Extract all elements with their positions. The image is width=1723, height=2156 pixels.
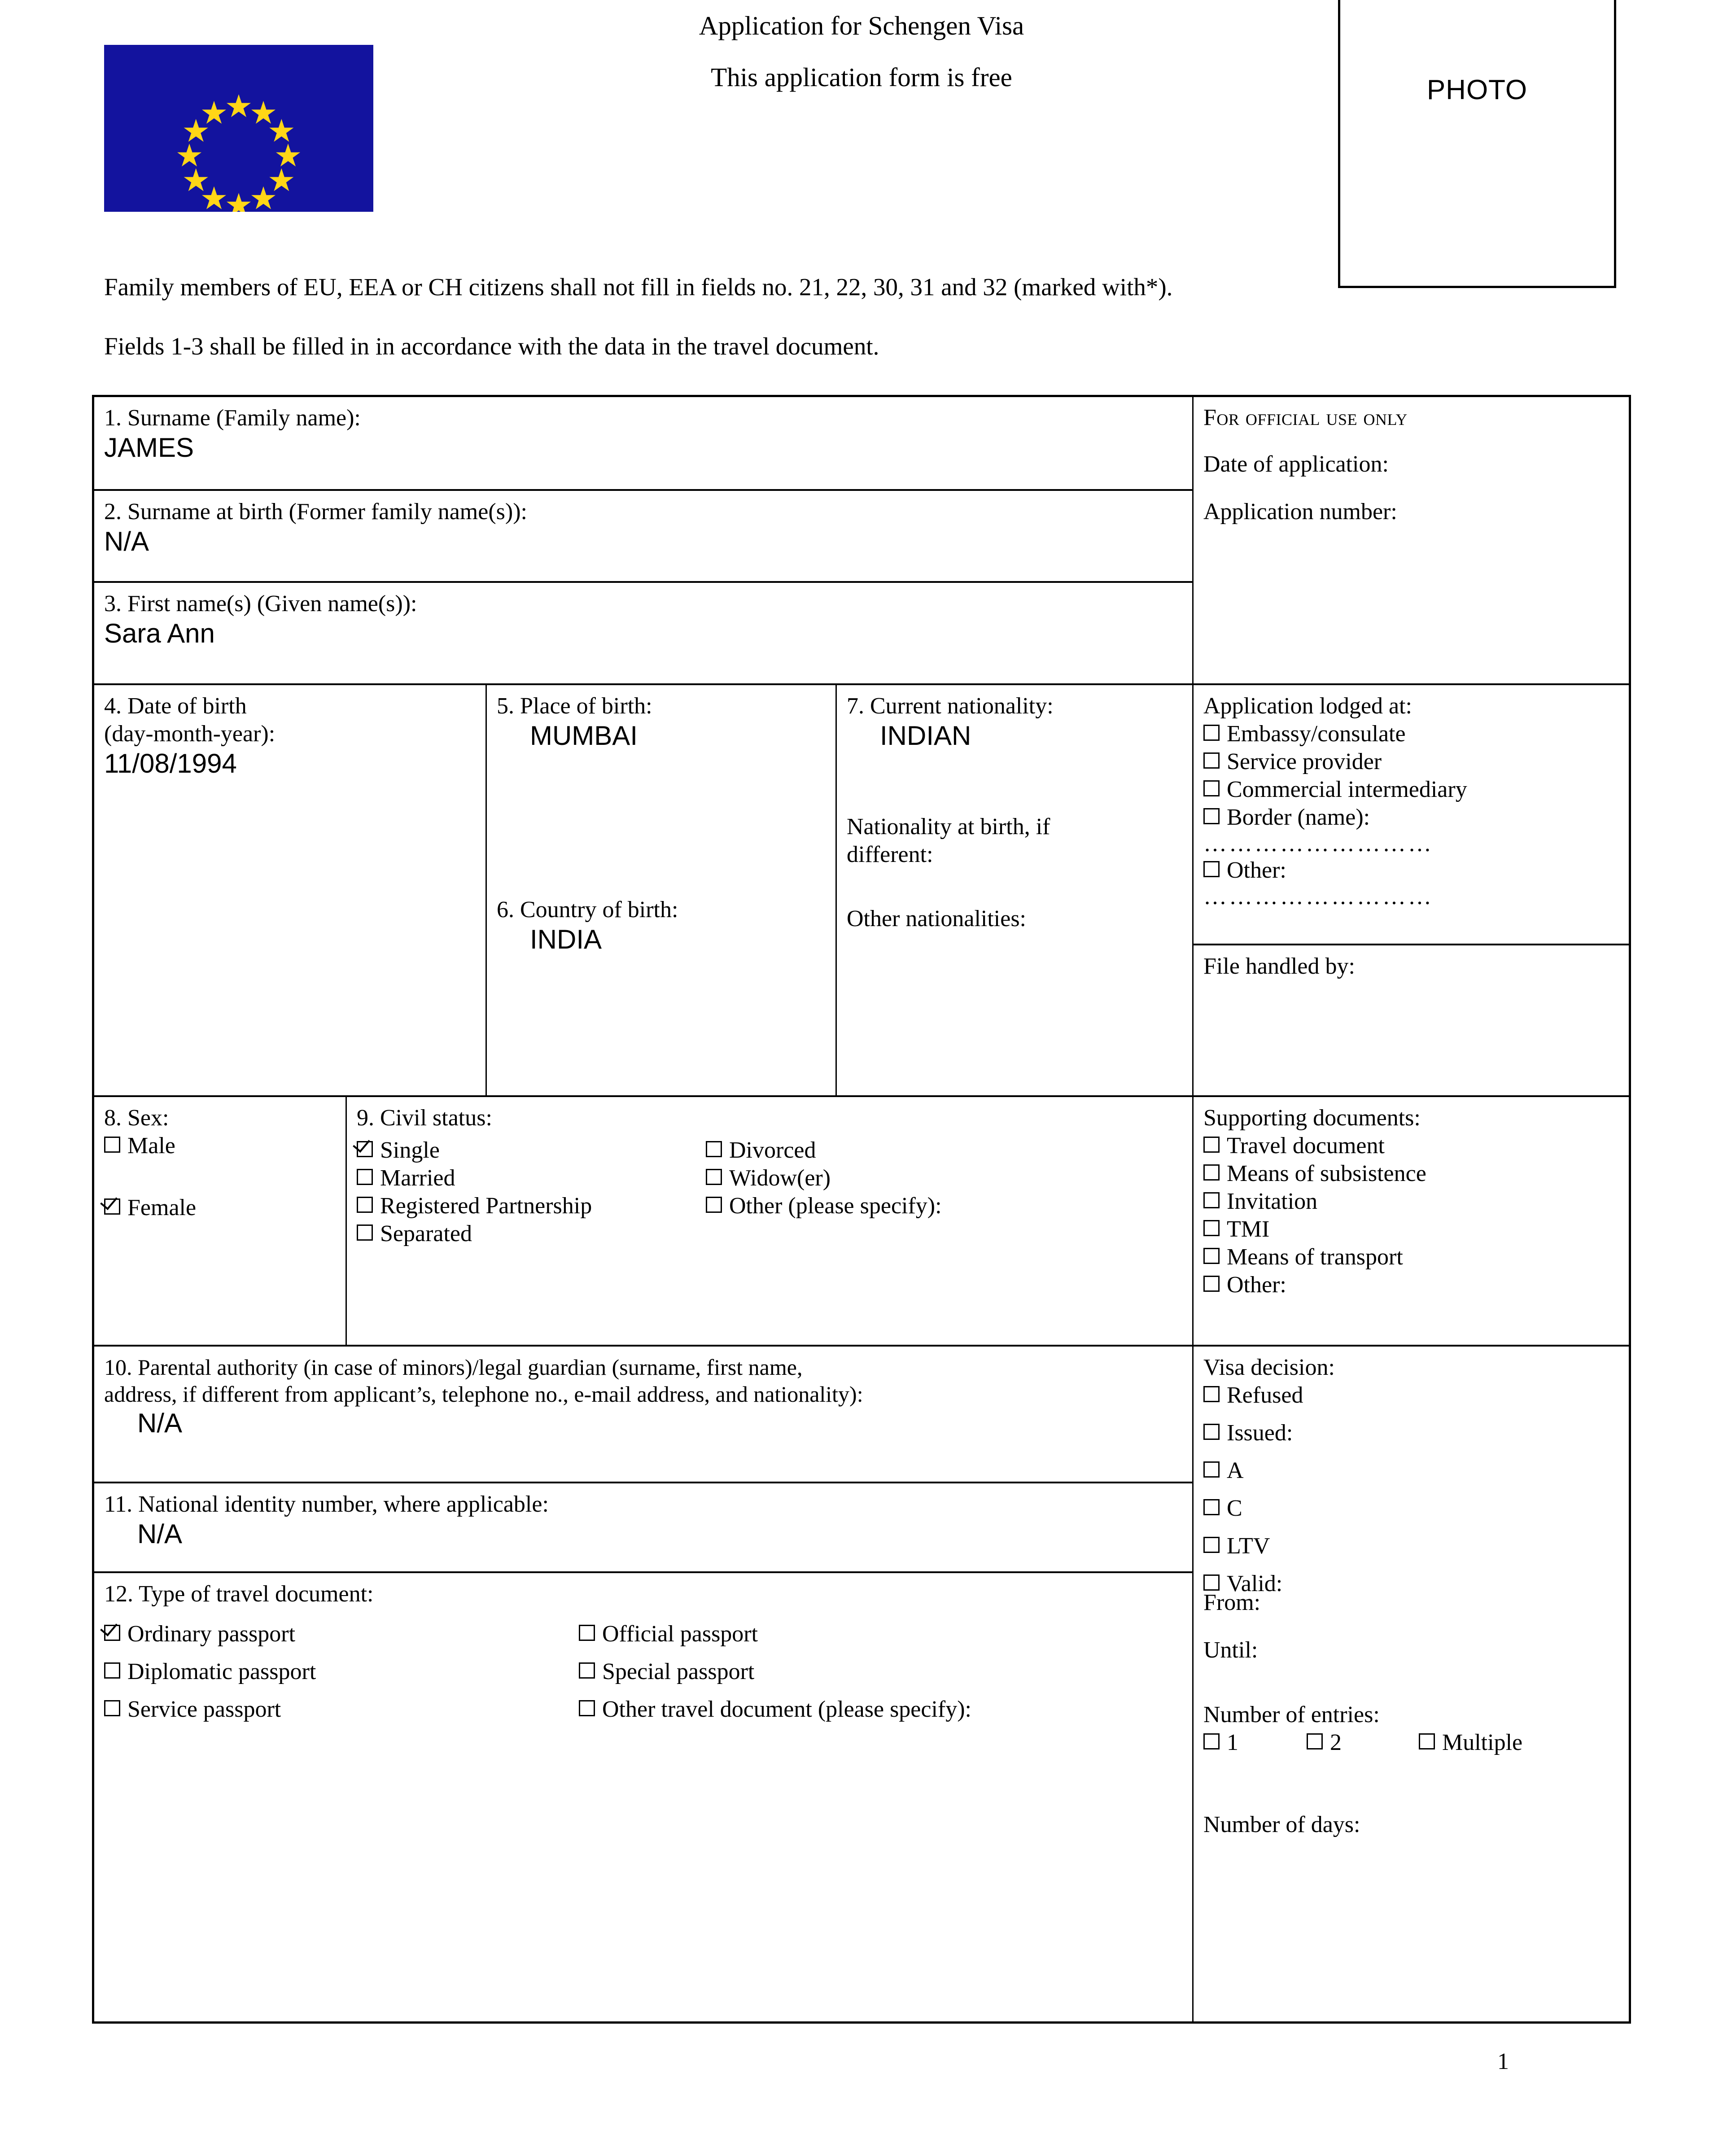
field-10-label-line-1: 10. Parental authority (in case of minors)/legal guardian (surname, first name,	[104, 1355, 803, 1380]
field-7-nationality	[837, 683, 1194, 1095]
title-line-secondary: This application form is free	[711, 62, 1012, 92]
official-use-header-block	[1194, 397, 1629, 683]
entries-option-1[interactable]	[1203, 1729, 1307, 1757]
supporting-doc-invitation[interactable]	[1203, 1188, 1629, 1216]
visa-decision-ltv-label: LTV	[1227, 1533, 1270, 1559]
lodged-at-option-embassy[interactable]	[1203, 720, 1629, 748]
lodged-at-option-commercial-intermediary[interactable]	[1203, 776, 1629, 804]
checkbox-official-passport[interactable]	[579, 1625, 595, 1641]
checkbox-visa-type-c[interactable]	[1203, 1499, 1220, 1515]
field-3-value[interactable]: Sara Ann	[104, 618, 215, 648]
field-12-option-other-travel-document[interactable]	[579, 1696, 971, 1723]
visa-valid-until-label: Until:	[1203, 1637, 1258, 1663]
visa-decision-type-c[interactable]	[1203, 1495, 1629, 1522]
field-7-nationality-at-birth-label-line-2: different:	[847, 842, 933, 867]
field-10-value[interactable]: N/A	[137, 1408, 183, 1438]
supporting-doc-tmi-label: TMI	[1227, 1216, 1270, 1242]
checkbox-embassy-consulate[interactable]	[1203, 725, 1220, 741]
visa-decision-refused-label: Refused	[1227, 1382, 1303, 1408]
checkbox-travel-document[interactable]	[1203, 1137, 1220, 1153]
field-8-option-female[interactable]	[104, 1194, 345, 1222]
field-4-value[interactable]: 11/08/1994	[104, 748, 237, 778]
supporting-doc-invitation-label: Invitation	[1227, 1189, 1318, 1214]
supporting-documents-block	[1194, 1095, 1629, 1345]
field-12-option-special-passport-label: Special passport	[602, 1659, 755, 1684]
field-9-option-registered-partnership[interactable]	[357, 1192, 592, 1220]
field-12-option-official-passport-label: Official passport	[602, 1621, 758, 1647]
field-6-value[interactable]: INDIA	[530, 924, 602, 954]
field-12-option-diplomatic-passport[interactable]	[104, 1658, 316, 1686]
checkbox-tmi[interactable]	[1203, 1220, 1220, 1236]
checkbox-separated[interactable]	[357, 1225, 373, 1241]
lodged-at-option-service-provider[interactable]	[1203, 748, 1629, 776]
field-9-option-single[interactable]	[357, 1137, 592, 1164]
visa-valid-from-label: From:	[1203, 1590, 1261, 1615]
field-9-option-separated[interactable]	[357, 1220, 592, 1248]
checkbox-invitation[interactable]	[1203, 1192, 1220, 1208]
lodged-at-option-commercial-intermediary-label: Commercial intermediary	[1227, 777, 1467, 802]
checkbox-civil-status-other[interactable]	[706, 1197, 722, 1213]
field-9-option-other[interactable]	[706, 1192, 942, 1220]
entries-option-1-label: 1	[1227, 1730, 1238, 1755]
field-10-label-line-2: address, if different from applicant’s, telephone no., e-mail address, and nationality):	[104, 1382, 863, 1407]
checkbox-widow[interactable]	[706, 1169, 722, 1185]
field-11-value[interactable]: N/A	[137, 1519, 183, 1549]
field-8-option-male-label: Male	[127, 1133, 175, 1159]
supporting-doc-means-of-subsistence-label: Means of subsistence	[1227, 1161, 1426, 1186]
field-12-label: 12. Type of travel document:	[104, 1581, 374, 1607]
visa-decision-ltv[interactable]	[1203, 1532, 1629, 1560]
title-line-primary: Application for Schengen Visa	[699, 11, 1024, 40]
field-12-option-service-passport-label: Service passport	[127, 1697, 281, 1722]
application-number-label: Application number:	[1203, 499, 1397, 525]
number-of-entries-label: Number of entries:	[1203, 1702, 1380, 1727]
supporting-doc-means-of-subsistence[interactable]	[1203, 1160, 1629, 1188]
file-handled-by-label: File handled by:	[1203, 953, 1355, 979]
photo-label: PHOTO	[1426, 74, 1528, 105]
checkbox-valid[interactable]	[1203, 1574, 1220, 1591]
visa-decision-type-a-label: A	[1227, 1458, 1244, 1483]
field-4-label-line-2: (day-month-year):	[104, 721, 276, 747]
field-9-option-widow-label: Widow(er)	[729, 1165, 831, 1191]
supporting-doc-travel-document-label: Travel document	[1227, 1133, 1385, 1159]
file-handled-by-block	[1194, 944, 1629, 1095]
field-12-travel-document-type	[94, 1571, 1194, 2024]
visa-decision-issued-label: Issued:	[1227, 1420, 1293, 1446]
checkbox-other-travel-document[interactable]	[579, 1700, 595, 1716]
field-3-first-names	[94, 581, 1194, 683]
checkbox-service-provider[interactable]	[1203, 752, 1220, 769]
checkbox-divorced[interactable]	[706, 1141, 722, 1157]
field-9-civil-status	[347, 1095, 1194, 1345]
checkbox-married[interactable]	[357, 1169, 373, 1185]
lodged-at-option-border-label: Border (name):	[1227, 805, 1370, 830]
supporting-doc-travel-document[interactable]	[1203, 1132, 1629, 1160]
field-7-nationality-at-birth-label-line-1: Nationality at birth, if	[847, 814, 1050, 840]
checkbox-female[interactable]	[104, 1198, 120, 1215]
visa-decision-label: Visa decision:	[1203, 1355, 1335, 1380]
checkbox-ltv[interactable]	[1203, 1537, 1220, 1553]
instruction-note-family-members: Family members of EU, EEA or CH citizens shall not fill in fields no. 21, 22, 30, 31 and 32 (marked with*).	[104, 273, 1173, 301]
field-12-option-diplomatic-passport-label: Diplomatic passport	[127, 1659, 316, 1684]
number-of-days-label: Number of days:	[1203, 1812, 1360, 1837]
supporting-doc-tmi[interactable]	[1203, 1216, 1629, 1243]
supporting-doc-means-of-transport[interactable]	[1203, 1243, 1629, 1271]
page-number: 1	[1497, 2049, 1509, 2074]
lodged-at-option-embassy-label: Embassy/consulate	[1227, 721, 1406, 747]
field-12-option-ordinary-passport[interactable]	[104, 1620, 316, 1648]
application-form-table	[92, 395, 1631, 2024]
checkbox-male[interactable]	[104, 1137, 120, 1153]
field-12-option-special-passport[interactable]	[579, 1658, 971, 1686]
checkbox-entries-multiple[interactable]	[1419, 1733, 1435, 1749]
checkbox-ordinary-passport[interactable]	[104, 1625, 120, 1641]
checkbox-lodged-at-other[interactable]	[1203, 861, 1220, 877]
checkbox-means-of-transport[interactable]	[1203, 1248, 1220, 1264]
field-7-value[interactable]: INDIAN	[880, 721, 971, 751]
field-1-label: 1. Surname (Family name):	[104, 405, 361, 431]
field-9-label: 9. Civil status:	[357, 1105, 492, 1131]
supporting-doc-other-label: Other:	[1227, 1272, 1286, 1298]
field-11-label: 11. National identity number, where applicable:	[104, 1491, 549, 1517]
checkbox-single[interactable]	[357, 1141, 373, 1157]
field-6-label: 6. Country of birth:	[497, 897, 678, 923]
visa-decision-valid[interactable]	[1203, 1570, 1629, 1598]
field-12-option-official-passport[interactable]	[579, 1620, 971, 1648]
field-5-value[interactable]: MUMBAI	[530, 721, 638, 751]
lodged-at-option-other-label: Other:	[1227, 857, 1286, 883]
lodged-at-option-service-provider-label: Service provider	[1227, 749, 1382, 774]
field-5-6-birthplace	[487, 683, 837, 1095]
field-8-label: 8. Sex:	[104, 1105, 169, 1131]
lodged-at-other-dotted-line[interactable]: ………………………	[1203, 884, 1434, 910]
date-of-application-label: Date of application:	[1203, 451, 1389, 477]
lodged-at-option-other[interactable]	[1203, 857, 1629, 884]
form-title	[476, 0, 1247, 103]
lodged-at-option-border[interactable]	[1203, 804, 1629, 831]
field-2-surname-at-birth	[94, 489, 1194, 581]
field-9-option-single-label: Single	[380, 1137, 440, 1163]
supporting-documents-label: Supporting documents:	[1203, 1105, 1421, 1131]
checkbox-registered-partnership[interactable]	[357, 1197, 373, 1213]
field-12-option-other-travel-document-label: Other travel document (please specify):	[602, 1697, 971, 1722]
field-12-option-service-passport[interactable]	[104, 1696, 316, 1723]
field-9-option-divorced-label: Divorced	[729, 1137, 816, 1163]
instruction-note-fields-1-3: Fields 1-3 shall be filled in in accordance with the data in the travel document.	[104, 332, 879, 360]
page-header	[0, 0, 1723, 395]
field-3-label: 3. First name(s) (Given name(s)):	[104, 591, 417, 617]
visa-decision-refused[interactable]	[1203, 1382, 1629, 1409]
field-8-option-female-label: Female	[127, 1195, 197, 1220]
checkbox-commercial-intermediary[interactable]	[1203, 780, 1220, 796]
entries-option-multiple[interactable]	[1419, 1729, 1522, 1757]
supporting-doc-other[interactable]	[1203, 1271, 1629, 1299]
field-2-value[interactable]: N/A	[104, 526, 149, 556]
field-7-other-nationalities-label: Other nationalities:	[847, 906, 1027, 931]
checkbox-issued[interactable]	[1203, 1424, 1220, 1440]
visa-decision-type-a[interactable]	[1203, 1457, 1629, 1485]
visa-decision-valid-label: Valid:	[1227, 1571, 1283, 1596]
checkbox-border[interactable]	[1203, 808, 1220, 824]
checkbox-service-passport[interactable]	[104, 1700, 120, 1716]
field-2-label: 2. Surname at birth (Former family name(s)):	[104, 499, 527, 525]
entries-option-multiple-label: Multiple	[1442, 1730, 1523, 1755]
entries-option-2-label: 2	[1330, 1730, 1342, 1755]
checkbox-visa-type-a[interactable]	[1203, 1461, 1220, 1478]
field-5-label: 5. Place of birth:	[497, 693, 652, 719]
field-9-option-married[interactable]	[357, 1164, 592, 1192]
field-8-sex	[94, 1095, 347, 1345]
field-9-option-widow[interactable]	[706, 1164, 942, 1192]
visa-decision-block	[1194, 1345, 1629, 2024]
field-12-option-ordinary-passport-label: Ordinary passport	[127, 1621, 296, 1647]
checkbox-entries-2[interactable]	[1307, 1733, 1323, 1749]
checkbox-refused[interactable]	[1203, 1386, 1220, 1402]
visa-decision-type-c-label: C	[1227, 1496, 1242, 1521]
field-8-option-male[interactable]	[104, 1132, 345, 1160]
checkbox-supporting-doc-other[interactable]	[1203, 1276, 1220, 1292]
field-4-label-line-1: 4. Date of birth	[104, 693, 247, 719]
photo-placeholder-box	[1338, 0, 1616, 288]
entries-option-2[interactable]	[1307, 1729, 1419, 1757]
checkbox-special-passport[interactable]	[579, 1662, 595, 1679]
checkbox-entries-1[interactable]	[1203, 1733, 1220, 1749]
application-lodged-at-label: Application lodged at:	[1203, 693, 1413, 719]
field-9-option-separated-label: Separated	[380, 1221, 472, 1246]
official-use-heading: For official use only	[1203, 405, 1408, 430]
field-9-option-registered-partnership-label: Registered Partnership	[380, 1193, 592, 1219]
checkbox-means-of-subsistence[interactable]	[1203, 1164, 1220, 1181]
field-9-option-other-label: Other (please specify):	[729, 1193, 942, 1219]
field-10-parental-authority	[94, 1345, 1194, 1482]
field-4-date-of-birth	[94, 683, 487, 1095]
checkbox-diplomatic-passport[interactable]	[104, 1662, 120, 1679]
field-1-surname	[94, 397, 1194, 489]
field-7-label: 7. Current nationality:	[847, 693, 1054, 719]
field-9-option-divorced[interactable]	[706, 1137, 942, 1164]
supporting-doc-means-of-transport-label: Means of transport	[1227, 1244, 1403, 1270]
field-11-national-identity-number	[94, 1482, 1194, 1571]
field-1-value[interactable]: JAMES	[104, 433, 194, 463]
field-9-option-married-label: Married	[380, 1165, 455, 1191]
application-lodged-at-block	[1194, 683, 1629, 944]
eu-flag-icon	[104, 45, 373, 212]
border-name-dotted-line[interactable]: ………………………	[1203, 831, 1434, 857]
visa-decision-issued[interactable]	[1203, 1419, 1629, 1447]
